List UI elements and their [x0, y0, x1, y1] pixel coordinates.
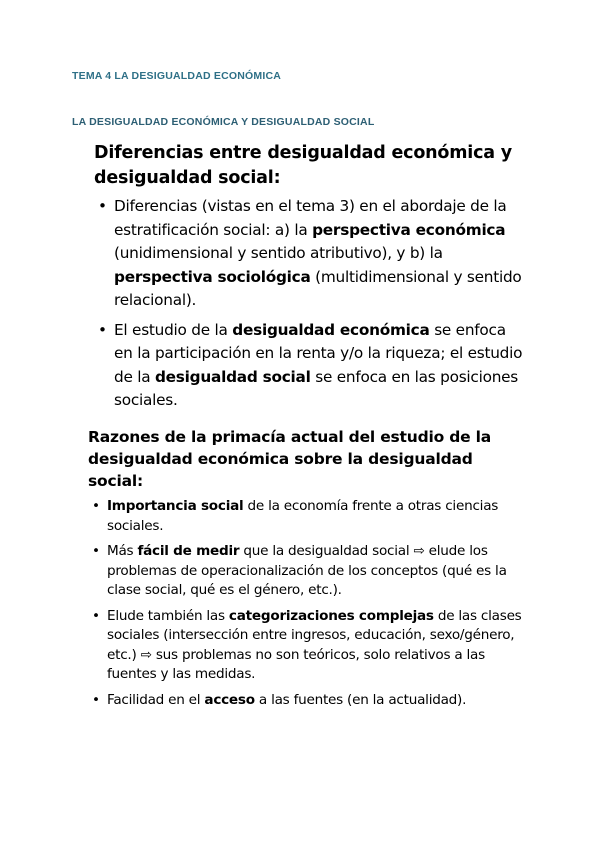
item-text: (unidimensional y sentido atributivo), y b) la — [114, 244, 443, 262]
differences-block — [94, 141, 524, 419]
item-text: de las clases sociales (intersección entre ingresos, educación, sexo/género, etc.) — [107, 607, 522, 663]
item-bold: acceso — [204, 691, 255, 708]
list-item — [88, 691, 528, 711]
bullet-icon: • — [92, 498, 100, 514]
reasons-title: Razones de la primacía actual del estudio de la desigualdad económica sobre la desigualdad social: — [88, 428, 492, 490]
item-bold: desigualdad económica — [232, 320, 430, 339]
item-text: de la economía frente a otras ciencias sociales. — [107, 498, 499, 534]
list-item — [94, 195, 524, 313]
item-bold: Importancia social — [107, 498, 244, 514]
item-text: se enfoca en las posiciones sociales. — [114, 367, 519, 409]
item-text: Diferencias (vistas en el tema 3) en el abordaje de la estratificación social: a) la — [114, 197, 507, 239]
doc-title: TEMA 4 LA DESIGUALDAD ECONÓMICA — [72, 70, 282, 82]
item-bold: fácil de medir — [137, 543, 240, 559]
bullet-icon: • — [92, 691, 100, 708]
list-item — [88, 497, 528, 536]
item-text: (multidimensional y sentido relacional). — [114, 267, 522, 309]
item-text: Más — [107, 543, 138, 559]
item-bold: perspectiva sociológica — [114, 267, 311, 286]
item-text: elude los problemas de operacionalización de los conceptos (qué es la clase social, qué es el género, etc.). — [107, 543, 507, 598]
item-text: sus problemas no son teóricos, solo relativos a las fuentes y las medidas. — [107, 646, 485, 682]
item-text: a las fuentes (en la actualidad). — [254, 691, 467, 708]
item-text: Elude también las — [107, 607, 229, 624]
differences-list — [94, 195, 524, 413]
reasons-list — [88, 497, 528, 710]
item-bold: perspectiva económica — [312, 220, 506, 239]
section-title: LA DESIGUALDAD ECONÓMICA Y DESIGUALDAD SOCIAL — [72, 116, 375, 128]
reasons-block — [88, 426, 528, 716]
bullet-icon: • — [98, 197, 107, 215]
item-bold: desigualdad social — [154, 367, 311, 386]
item-text: se enfoca en la participación en la renta y/o la riqueza; el estudio de la — [114, 320, 523, 386]
right-arrow-icon: ⇨ — [140, 646, 152, 663]
list-item — [88, 542, 528, 601]
bullet-icon: • — [98, 320, 107, 339]
bullet-icon: • — [92, 543, 100, 559]
right-arrow-icon: ⇨ — [413, 543, 425, 559]
item-bold: categorizaciones complejas — [228, 607, 434, 624]
list-item — [88, 607, 528, 685]
item-text: El estudio de la — [114, 320, 233, 339]
differences-title: Diferencias entre desigualdad económica y desigualdad social: — [94, 143, 512, 188]
bullet-icon: • — [92, 607, 100, 624]
list-item — [94, 319, 524, 413]
item-text: que la desigualdad social — [239, 543, 414, 559]
item-text: Facilidad en el — [107, 691, 205, 708]
